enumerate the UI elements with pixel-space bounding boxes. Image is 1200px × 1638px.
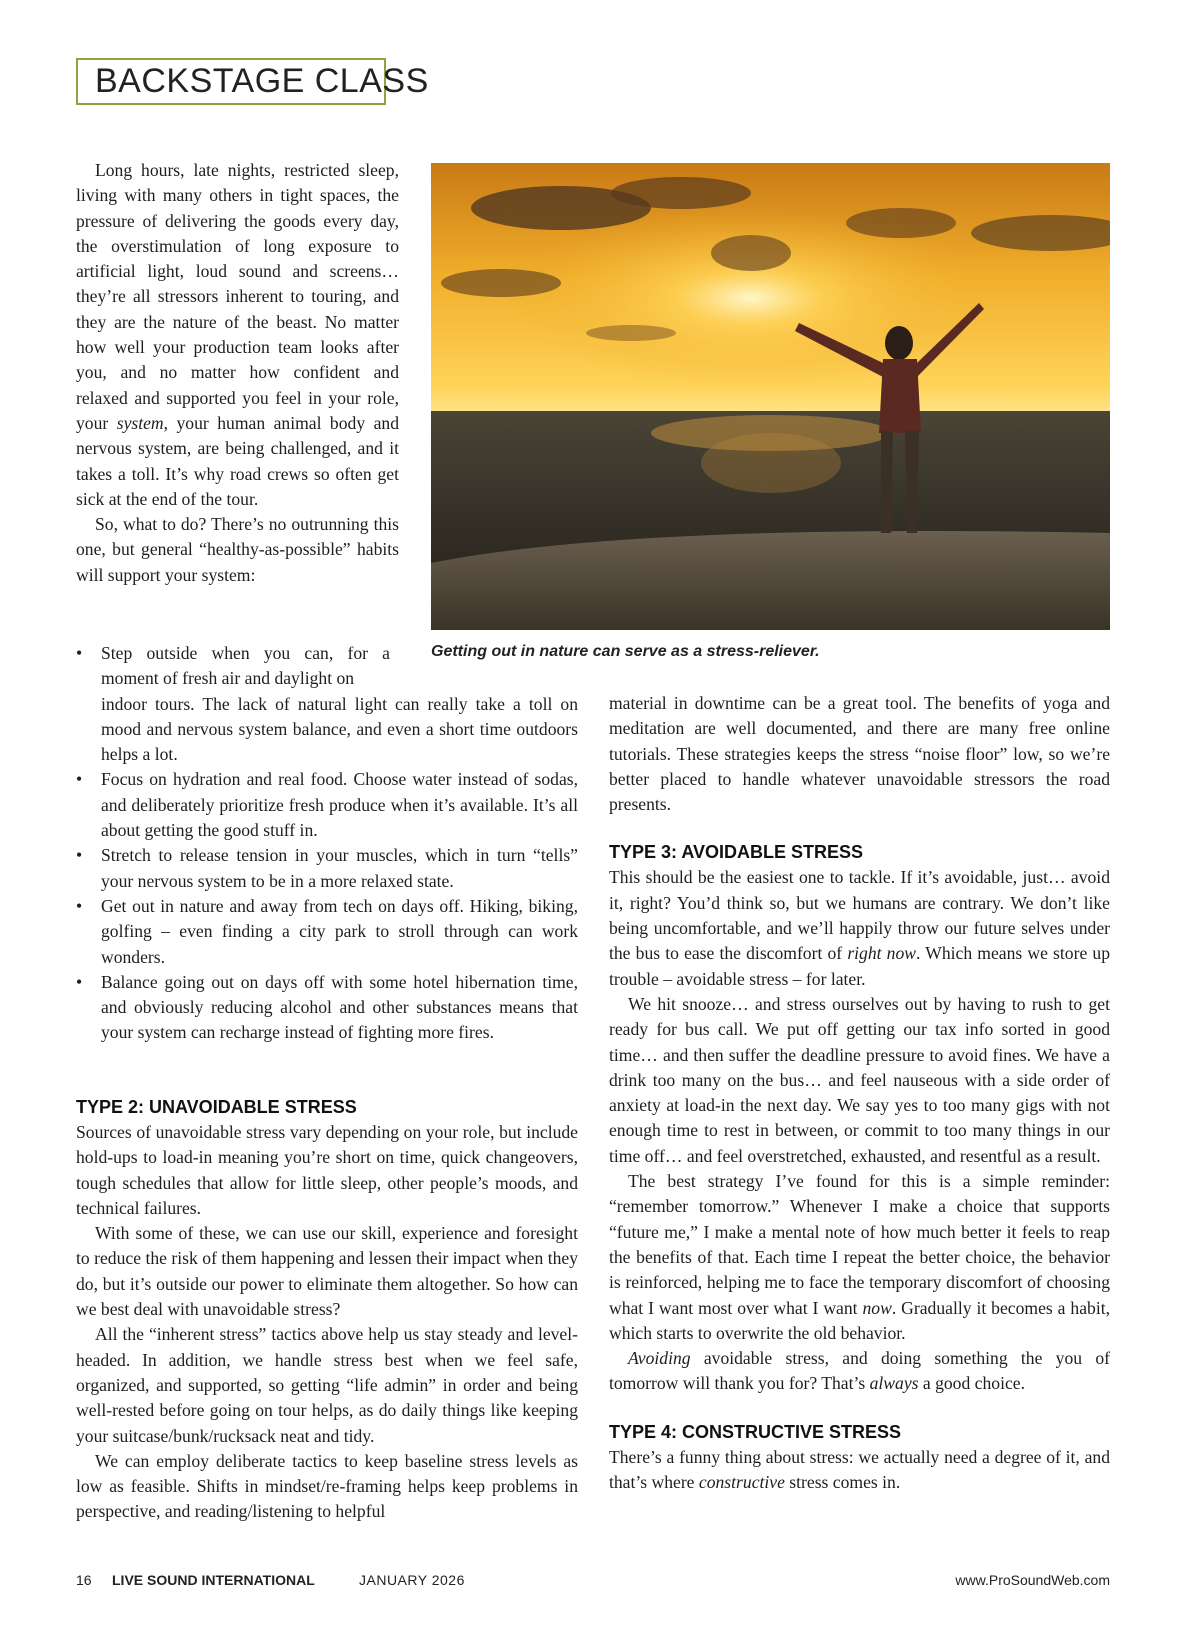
left-column — [76, 1094, 578, 1525]
type3-p3-em: now — [862, 1297, 892, 1318]
type4-heading: TYPE 4: CONSTRUCTIVE STRESS — [609, 1421, 902, 1442]
type2-paragraph-2: With some of these, we can use our skill, experience and foresight to reduce the risk of them happening and lessen their impact when they do, but it’s outside our power to eliminate them altogether. So how can we best deal with unavoidable stress? — [76, 1223, 578, 1320]
list-item-text-b: indoor tours. The lack of natural light can really take a toll on mood and nervous system balance, and even a short time outdoors helps a lot. — [101, 693, 578, 765]
magazine-name: LIVE SOUND INTERNATIONAL — [112, 1572, 315, 1588]
type2-paragraph-1: Sources of unavoidable stress vary depending on your role, but include hold-ups to load-in meaning you’re short on time, quick changeovers, tough schedules that allow for little sleep, other people’s moods, and technical failures. — [76, 1122, 578, 1218]
type3-paragraph-4 — [609, 1346, 1110, 1397]
type4-p1-a: There’s a funny thing about stress: we actually need a degree of it, and that’s where — [609, 1446, 1110, 1493]
type3-p3-a: The best strategy I’ve found for this is a simple reminder: “remember tomorrow.” Whenever I make a choice that supports “future me,” I make a mental note of how much better it feels to reap the benefits of that. Each time I repeat the better choice, the behavior is reinforced, helping me to face the temporary discomfort of choosing what I want most over what I want — [609, 1171, 1110, 1318]
right-column — [609, 691, 1110, 1495]
page-footer — [76, 1572, 1110, 1592]
type3-p1-em: right now — [847, 943, 917, 964]
type4-p1-em: constructive — [698, 1472, 785, 1493]
type3-p3-b: . Gradually it becomes a habit, which starts to overwrite the old behavior. — [609, 1297, 1110, 1343]
type4-p1-b: stress comes in. — [784, 1472, 901, 1493]
intro-p1-b: , your human animal body and nervous system, are being challenged, and it takes a toll. It’s why road crews so often get sick at the end of the tour. — [76, 412, 399, 509]
list-item-continuation — [76, 692, 578, 768]
intro-paragraph-2: So, what to do? There’s no outrunning this one, but general “healthy-as-possible” habits will support your system: — [76, 514, 399, 585]
intro-p1-a: Long hours, late nights, restricted sleep, living with many others in tight spaces, the pressure of delivering the goods every day, the overstimulation of long exposure to artificial light, loud sound and screens… they’re all stressors inherent to touring, and they are the nature of the beast. No matter how well your production team looks after you, and no matter how confident and relaxed and supported you feel in your role, your — [76, 160, 399, 433]
list-item-text-a: Step outside when you can, for a moment of fresh air and daylight on — [101, 643, 390, 689]
list-item: • Balance going out on days off with some hotel hibernation time, and obviously reducing alcohol and other substances means that your system can recharge instead of fighting more fires. — [76, 970, 578, 1046]
type4-paragraph-1 — [609, 1445, 1110, 1496]
type3-p4-mid: avoidable stress, and doing something the you of tomorrow will thank you for? That’s — [609, 1348, 1110, 1394]
intro-p1-em: system — [116, 412, 164, 433]
section-title: BACKSTAGE CLASS — [76, 58, 386, 105]
page-number: 16 — [76, 1572, 92, 1588]
type3-heading: TYPE 3: AVOIDABLE STRESS — [609, 842, 864, 863]
type3-paragraph-3 — [609, 1169, 1110, 1346]
intro-paragraph-1 — [76, 158, 399, 512]
type3-p4-em: Avoiding — [628, 1348, 691, 1369]
type3-p4-end: a good choice. — [918, 1373, 1025, 1394]
type3-p1-a: This should be the easiest one to tackle. If it’s avoidable, just… avoid it, right? You’d think so, but we humans are contrary. We don’t like being uncomfortable, and we’ll happily throw our future selves under the bus to ease the discomfort of — [609, 867, 1110, 964]
website-link[interactable]: www.ProSoundWeb.com — [955, 1572, 1110, 1588]
type2-paragraph-4: We can employ deliberate tactics to keep baseline stress levels as low as feasible. Shifts in mindset/re-framing helps keep problems in perspective, and reading/listening to helpful — [76, 1450, 578, 1522]
type3-paragraph-2: We hit snooze… and stress ourselves out by having to rush to get ready for bus call. We put off getting our tax info sorted in good time… and then suffer the deadline pressure to avoid fines. We have a drink too many on the bus… and feel nauseous with a side order of anxiety at load-in the next day. We say yes to too many gigs with not enough time to rest in between, or commit to too many things in our time off… and feel overstretched, exhausted, and resentful as a result. — [609, 993, 1110, 1166]
list-item: • Get out in nature and away from tech on days off. Hiking, biking, golfing – even finding a city park to stroll through can work wonders. — [76, 894, 578, 970]
type3-p4-em2: always — [869, 1373, 919, 1394]
list-item: • Stretch to release tension in your muscles, which in turn “tells” your nervous system to be in a more relaxed state. — [76, 843, 578, 894]
type3-paragraph-1 — [609, 865, 1110, 991]
issue-date: JANUARY 2026 — [359, 1572, 465, 1588]
type2-heading: TYPE 2: UNAVOIDABLE STRESS — [76, 1097, 357, 1117]
type3-p1-b: . Which means we store up trouble – avoidable stress – for later. — [609, 943, 1110, 989]
list-item: • Focus on hydration and real food. Choose water instead of sodas, and deliberately prioritize fresh produce when it’s available. It’s all about getting the good stuff in. — [76, 767, 578, 843]
tips-list — [76, 641, 578, 1046]
sunset-photo — [431, 163, 1110, 630]
photo-caption: Getting out in nature can serve as a stress-reliever. — [431, 643, 820, 660]
list-item — [76, 641, 578, 692]
sunset-photo-graphic — [431, 163, 1110, 630]
type2-paragraph-3: All the “inherent stress” tactics above help us stay steady and level-headed. In addition, we handle stress best when we feel safe, organized, and supported, so getting “life admin” in order and being well-rested before going on tour helps, as do daily things like keeping your suitcase/bunk/rucksack neat and tidy. — [76, 1324, 578, 1446]
intro-text — [76, 158, 399, 588]
right-continuation: material in downtime can be a great tool. The benefits of yoga and meditation are well documented, and there are many free online tutorials. These strategies keeps the stress “noise floor” low, so we’re better placed to handle whatever unavoidable stressors the road presents. — [609, 693, 1110, 815]
